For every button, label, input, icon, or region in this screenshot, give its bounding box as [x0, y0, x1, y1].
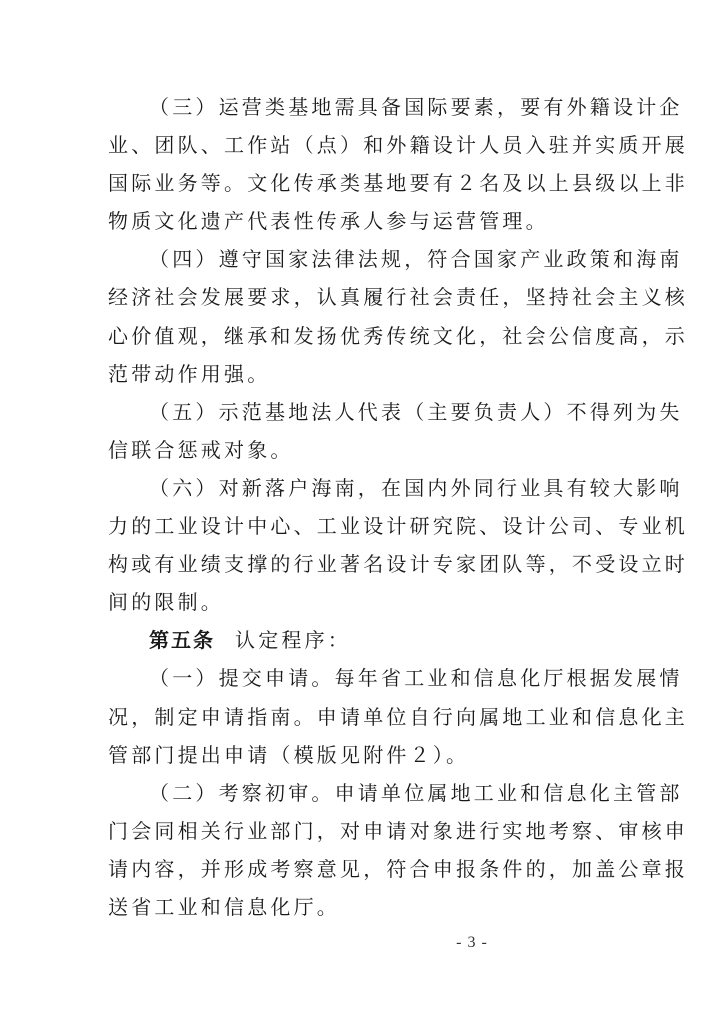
- paragraph-line: （五）示范基地法人代表（主要负责人）不得列为失: [149, 399, 683, 424]
- paragraph-line: 送省工业和信息化厅。: [108, 894, 340, 919]
- document-body: [108, 88, 688, 926]
- paragraph-line: 请内容，并形成考察意见，符合申报条件的，加盖公章报: [108, 856, 688, 881]
- article-number: 第五条: [149, 628, 215, 653]
- paragraph-line: 构或有业绩支撑的行业著名设计专家团队等，不受设立时: [108, 552, 688, 577]
- paragraph-line: 间的限制。: [108, 590, 224, 615]
- paragraph-line: 心价值观，继承和发扬优秀传统文化，社会公信度高，示: [108, 323, 688, 348]
- paragraph-line: （四）遵守国家法律法规，符合国家产业政策和海南: [149, 247, 683, 272]
- article-title: 认定程序：: [235, 628, 351, 653]
- paragraph-line: 况，制定申请指南。申请单位自行向属地工业和信息化主: [108, 704, 688, 729]
- paragraph-line: 业、团队、工作站（点）和外籍设计人员入驻并实质开展: [108, 133, 688, 158]
- paragraph-line: 国际业务等。文化传承类基地要有２名及以上县级以上非: [108, 171, 688, 196]
- paragraph-line: （二）考察初审。申请单位属地工业和信息化主管部: [149, 780, 683, 805]
- paragraph-line: （六）对新落户海南，在国内外同行业具有较大影响: [149, 475, 683, 500]
- paragraph-line: 信联合惩戒对象。: [108, 437, 294, 462]
- paragraph-line: 范带动作用强。: [108, 361, 271, 386]
- article-heading-line: [108, 621, 618, 659]
- paragraph-line: （三）运营类基地需具备国际要素，要有外籍设计企: [149, 95, 683, 119]
- paragraph-line: 管部门提出申请（模版见附件２）。: [108, 742, 470, 767]
- paragraph-line: 经济社会发展要求，认真履行社会责任，坚持社会主义核: [108, 285, 688, 310]
- page-number: - 3 -: [456, 934, 488, 951]
- paragraph-line: 力的工业设计中心、工业设计研究院、设计公司、专业机: [108, 514, 688, 539]
- paragraph-line: 物质文化遗产代表性传承人参与运营管理。: [108, 209, 549, 234]
- paragraph-line: （一）提交申请。每年省工业和信息化厅根据发展情: [149, 666, 683, 691]
- paragraph-line: 门会同相关行业部门，对申请对象进行实地考察、审核申: [108, 818, 688, 843]
